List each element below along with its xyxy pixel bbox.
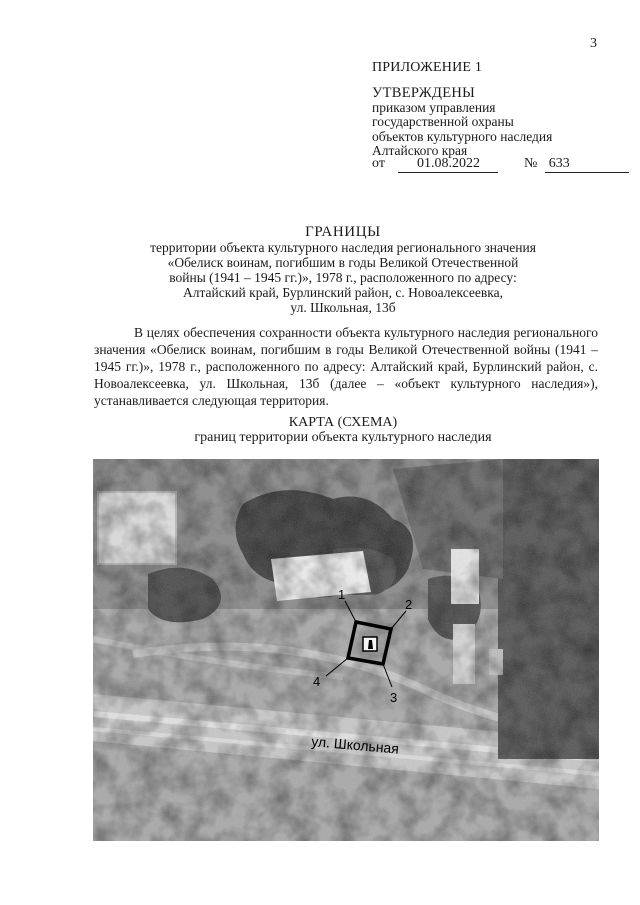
body-paragraph: В целях обеспечения сохранности объекта культурного наследия регионального значения «Обелиск воинам, погибшим в годы Великой Отечественной войны (1941 – 1945 гг.)», 1978 г., расположенного по адресу: Алтайский край, Бурлинский район, с. Новоалексеевка, ул. Школьная, 13б (далее – «объект культурного наследия»), устанавливается следующая территория. xyxy=(94,325,598,408)
document-subtitle xyxy=(60,240,626,315)
approval-line: приказом управления xyxy=(372,99,496,115)
order-date-number xyxy=(372,156,629,173)
street-label: ул. Школьная xyxy=(310,733,400,757)
monument-icon xyxy=(363,637,377,651)
subtitle-line: «Обелиск воинам, погибшим в годы Великой Отечественной xyxy=(167,255,519,270)
map-title: КАРТА (СХЕМА) xyxy=(288,415,398,430)
point-label-4: 4 xyxy=(313,674,321,689)
subtitle-line: войны (1941 – 1945 гг.)», 1978 г., расположенного по адресу: xyxy=(169,270,517,285)
approval-block xyxy=(372,86,552,159)
order-date: 01.08.2022 xyxy=(398,156,498,173)
document-title: ГРАНИЦЫ xyxy=(305,224,381,240)
approval-title: УТВЕРЖДЕНЫ xyxy=(372,85,476,101)
map-subtitle: границ территории объекта культурного наследия xyxy=(194,430,492,445)
subtitle-line: ул. Школьная, 13б xyxy=(290,300,396,315)
date-prefix: от xyxy=(372,156,385,171)
approval-line: государственной охраны xyxy=(372,114,514,129)
page-number: 3 xyxy=(590,36,597,51)
subtitle-line: Алтайский край, Бурлинский район, с. Новоалексеевка, xyxy=(183,285,503,300)
point-label-1: 1 xyxy=(338,587,346,602)
appendix-label: ПРИЛОЖЕНИЕ 1 xyxy=(372,60,483,75)
subtitle-line: территории объекта культурного наследия регионального значения xyxy=(150,240,536,255)
order-number: 633 xyxy=(545,156,629,173)
approval-line: объектов культурного наследия xyxy=(372,128,553,144)
aerial-map xyxy=(93,459,599,841)
approval-line: Алтайского края xyxy=(372,143,468,158)
point-label-3: 3 xyxy=(390,690,398,705)
number-prefix: № xyxy=(523,156,538,171)
point-label-2: 2 xyxy=(405,597,413,612)
